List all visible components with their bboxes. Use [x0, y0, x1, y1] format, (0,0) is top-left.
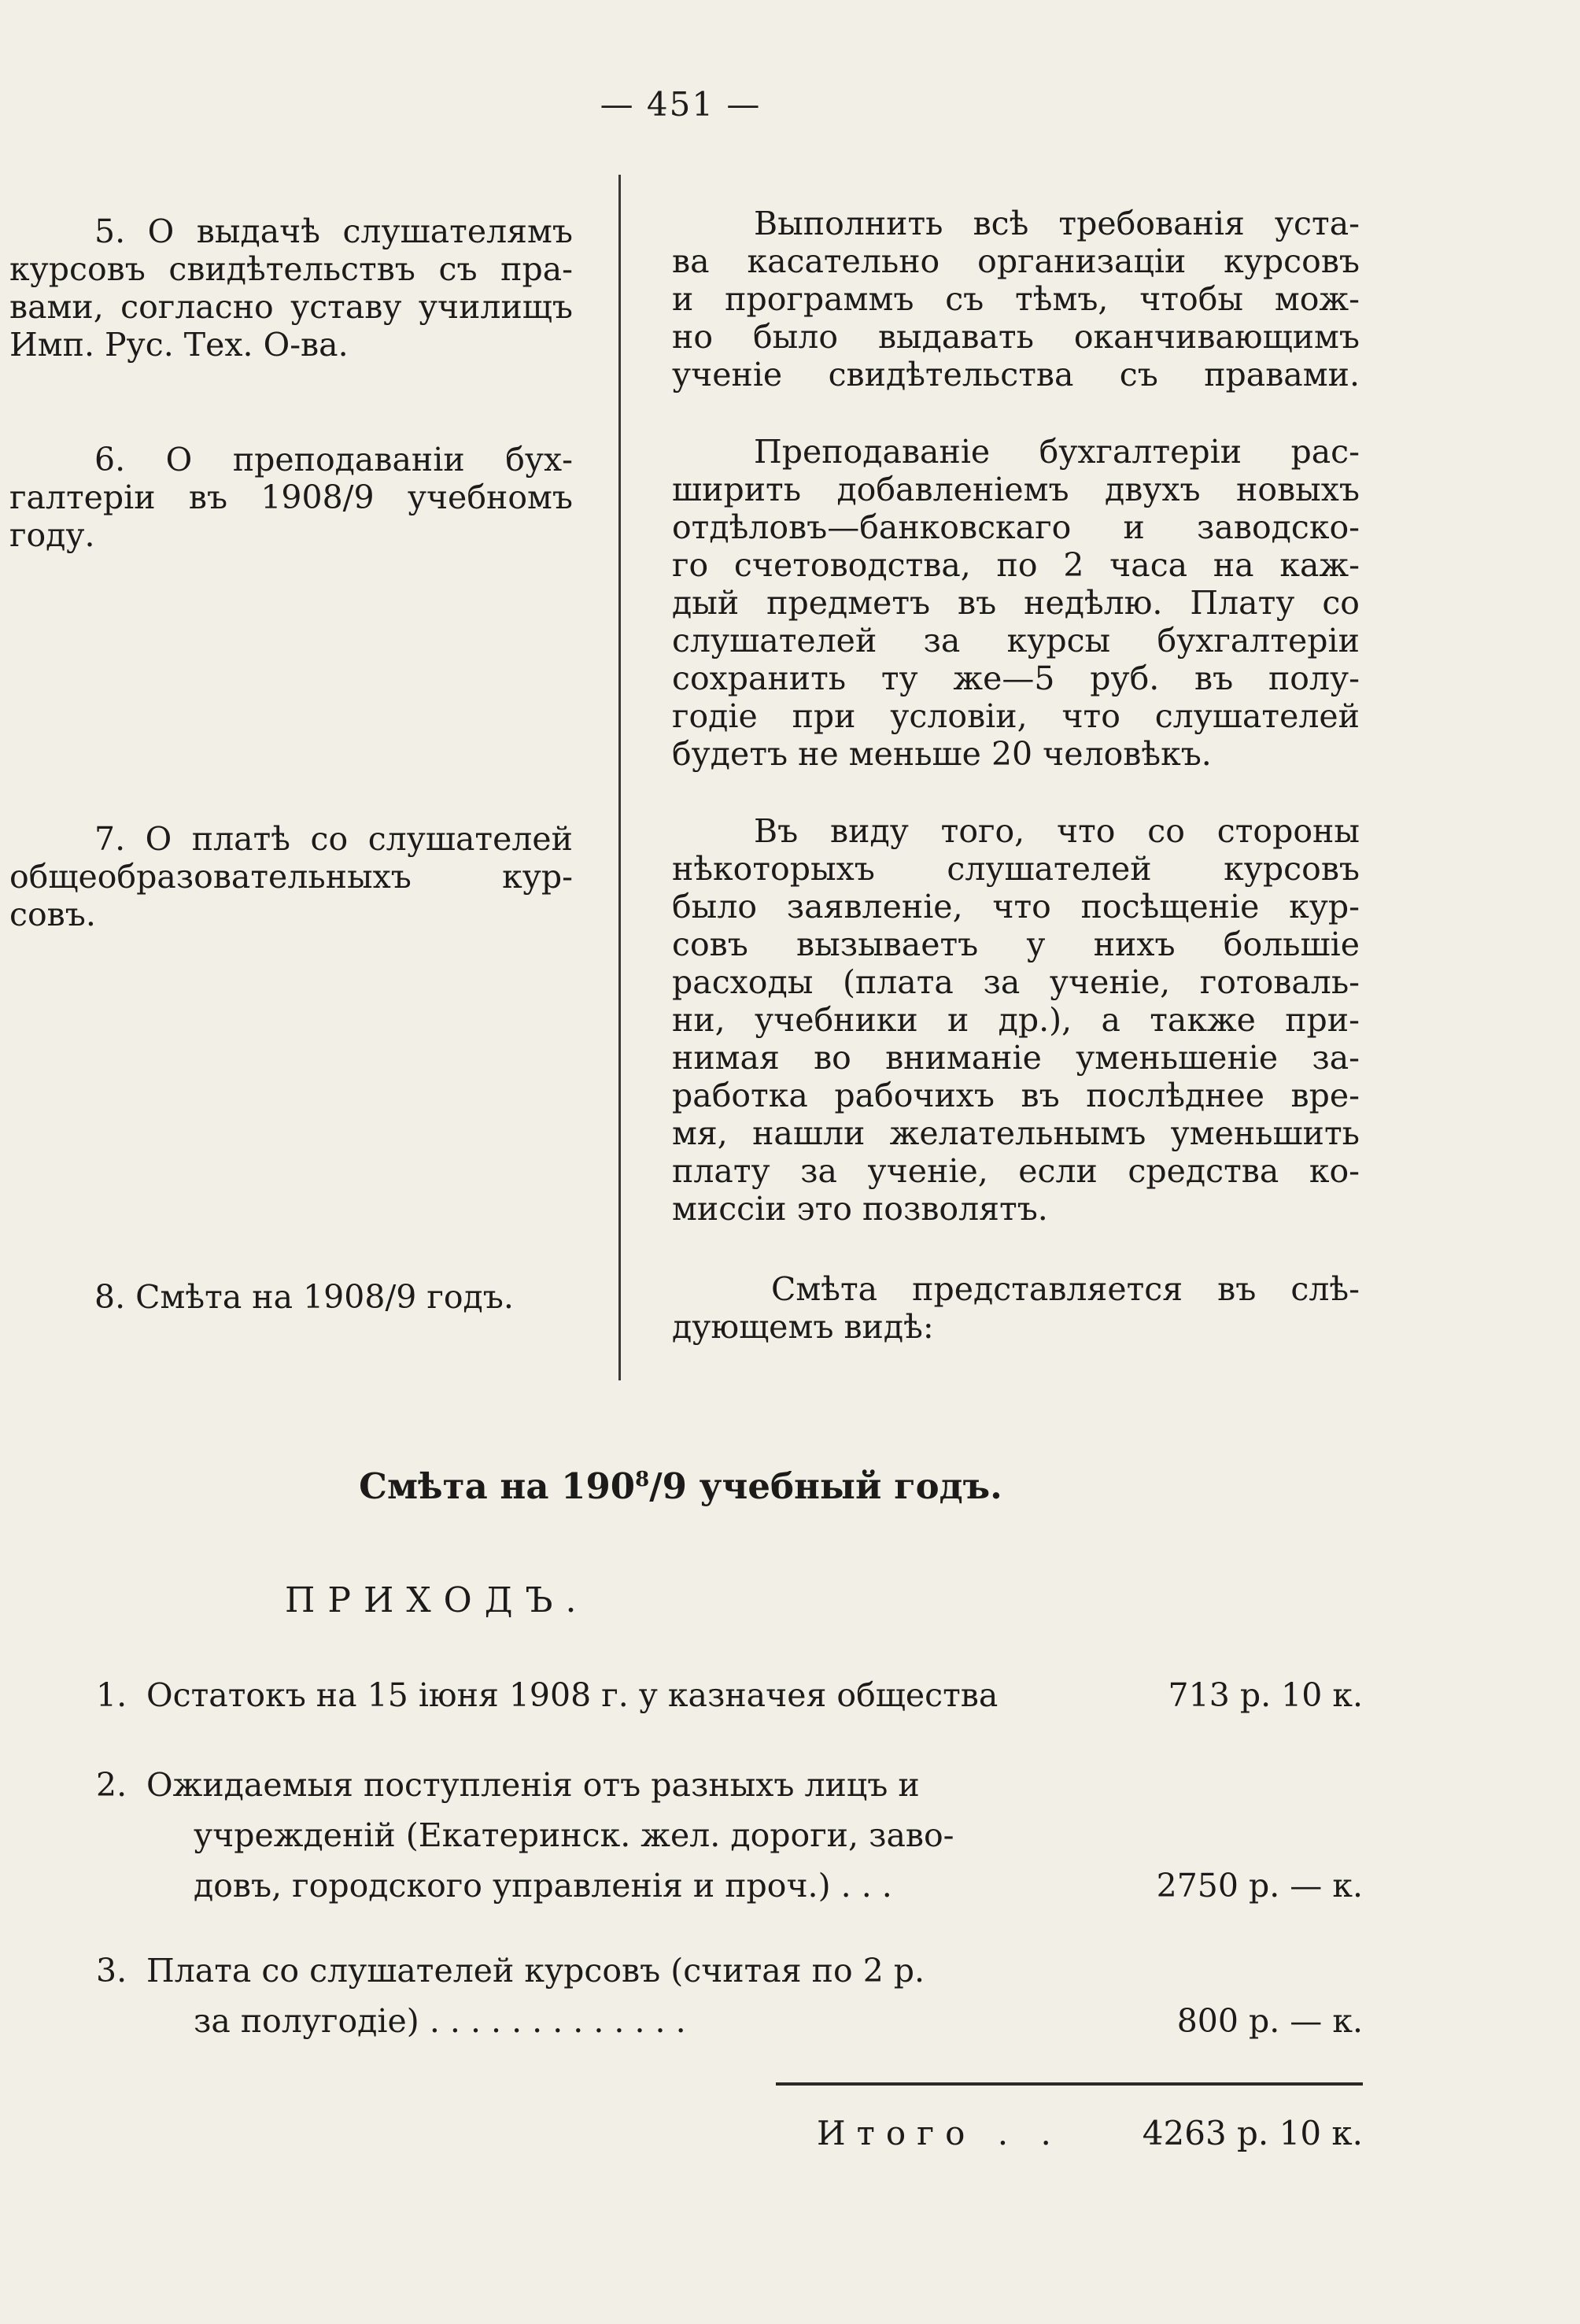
- text-line: расходы (плата за ученіе, готоваль-: [672, 963, 1360, 1001]
- entry-text: за полугодіе) . . . . . . . . . . . . .: [194, 2002, 686, 2040]
- resolution-8: [672, 1270, 1360, 1346]
- text-line: го счетоводства, по 2 часа на каж-: [672, 546, 1360, 584]
- text-line: слушателей за курсы бухгалтеріи: [672, 622, 1360, 660]
- text-line: Имп. Рус. Тех. О-ва.: [9, 326, 349, 364]
- total-rule: [776, 2082, 1363, 2086]
- text-line: было заявленіе, что посѣщеніе кур-: [672, 888, 1360, 926]
- page-number: — 451 —: [600, 85, 762, 124]
- text-line: отдѣловъ—банковскаго и заводско-: [672, 508, 1360, 546]
- entry-text: Ожидаемыя поступленія отъ разныхъ лицъ и: [146, 1766, 920, 1804]
- budget-entry-3: [96, 1945, 1363, 2046]
- text-line: Преподаваніе бухгалтеріи рас-: [754, 433, 1360, 471]
- entry-number: 2.: [96, 1766, 127, 1804]
- entry-text: Плата со слушателей курсовъ (считая по 2 р.: [146, 1952, 925, 1990]
- text-line: миссіи это позволятъ.: [672, 1190, 1048, 1228]
- budget-entry-1: [96, 1670, 1363, 1720]
- agenda-item-7: [9, 820, 573, 933]
- text-line: плату за ученіе, если средства ко-: [672, 1152, 1360, 1190]
- text-line: дый предметъ въ недѣлю. Плату со: [672, 584, 1360, 622]
- text-line: ширить добавленіемъ двухъ новыхъ: [672, 471, 1360, 508]
- text-line: году.: [9, 516, 95, 554]
- text-line: годіе при условіи, что слушателей: [672, 697, 1360, 735]
- text-line: совъ вызываетъ у нихъ большіе: [672, 926, 1360, 963]
- text-line: 7. О платѣ со слушателей: [94, 820, 573, 858]
- text-line: галтеріи въ 1908/9 учебномъ: [9, 478, 573, 516]
- text-line: и программъ съ тѣмъ, чтобы мож-: [672, 280, 1360, 318]
- text-line: совъ.: [9, 896, 96, 933]
- resolution-6: [672, 433, 1360, 773]
- entry-amount: 713 р. 10 к.: [1168, 1676, 1363, 1714]
- entry-text: Остатокъ на 15 іюня 1908 г. у казначея общества: [146, 1676, 999, 1714]
- text-line: мя, нашли желательнымъ уменьшить: [672, 1114, 1360, 1152]
- agenda-item-6: [9, 441, 573, 554]
- entry-text: учрежденій (Екатеринск. жел. дороги, заво-: [194, 1816, 954, 1854]
- resolution-7: [672, 812, 1360, 1228]
- agenda-item-8: [9, 1278, 573, 1316]
- agenda-item-5: [9, 212, 573, 364]
- text-line: курсовъ свидѣтельствъ съ пра-: [9, 250, 573, 288]
- text-line: но было выдавать оканчивающимъ: [672, 318, 1360, 356]
- text-line: ни, учебники и др.), а также при-: [672, 1001, 1360, 1039]
- entry-number: 1.: [96, 1676, 127, 1714]
- text-line: нѣкоторыхъ слушателей курсовъ: [672, 850, 1360, 888]
- text-line: общеобразовательныхъ кур-: [9, 858, 573, 896]
- text-line: Въ виду того, что со стороны: [754, 812, 1360, 850]
- income-heading: ПРИХОДЪ.: [285, 1580, 589, 1620]
- text-line: 8. Смѣта на 1908/9 годъ.: [94, 1278, 514, 1316]
- text-line: 5. О выдачѣ слушателямъ: [94, 212, 573, 250]
- budget-title: Смѣта на $190^8/9$ учебный годъ.: [359, 1465, 1002, 1507]
- text-line: ученіе свидѣтельства съ правами.: [672, 356, 1360, 393]
- budget-total: [817, 2114, 1363, 2152]
- text-line: нимая во вниманіе уменьшеніе за-: [672, 1039, 1360, 1077]
- text-line: 6. О преподаваніи бух-: [94, 441, 573, 478]
- entry-amount: 2750 р. — к.: [1156, 1867, 1363, 1905]
- text-line: ва касательно организаціи курсовъ: [672, 242, 1360, 280]
- text-line: вами, согласно уставу училищъ: [9, 288, 573, 326]
- text-line: Выполнить всѣ требованія уста-: [754, 205, 1360, 242]
- text-line: работка рабочихъ въ послѣднее вре-: [672, 1077, 1360, 1114]
- text-line: сохранить ту же—5 руб. въ полу-: [672, 660, 1360, 697]
- entry-number: 3.: [96, 1952, 127, 1990]
- resolution-5: [672, 205, 1360, 393]
- budget-entry-2: [96, 1760, 1363, 1911]
- text-line: Смѣта представляется въ слѣ-: [771, 1270, 1360, 1308]
- total-label: Итого . .: [817, 2114, 1062, 2152]
- column-divider: [618, 175, 621, 1380]
- total-amount: 4263 р. 10 к.: [1142, 2114, 1363, 2152]
- entry-amount: 800 р. — к.: [1176, 2002, 1363, 2040]
- entry-text: довъ, городского управленія и проч.) . . .: [194, 1867, 892, 1905]
- text-line: будетъ не меньше 20 человѣкъ.: [672, 735, 1212, 773]
- text-line: дующемъ видѣ:: [672, 1308, 934, 1346]
